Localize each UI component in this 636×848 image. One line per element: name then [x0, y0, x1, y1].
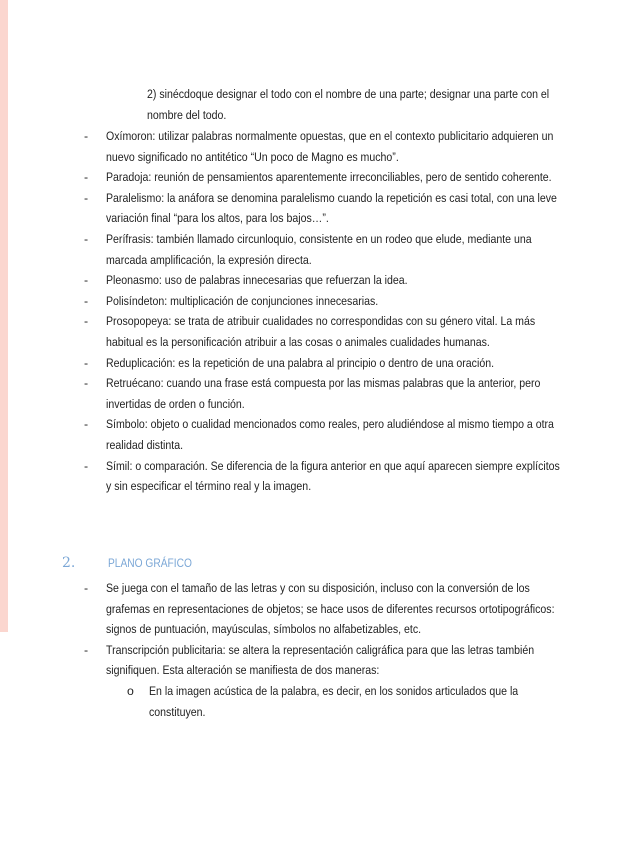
sub-item-synecdoche: 2) sinécdoque designar el todo con el nombre de una parte; designar una parte con el nombre del todo. — [147, 87, 550, 122]
section-number: 2. — [62, 555, 76, 571]
list-item: - Pleonasmo: uso de palabras innecesarias que refuerzan la idea. — [84, 273, 408, 288]
list-item: - Perífrasis: también llamado circunloquio, consistente en un rodeo que elude, mediante una marcada amplificación, la expresión directa. — [84, 231, 532, 267]
list-item: - Oxímoron: utilizar palabras normalmente opuestas, que en el contexto publicitario adquieren un nuevo significado no antitético “Un poco de Magno es mucho”. — [84, 129, 554, 164]
list-item: - Símbolo: objeto o cualidad mencionados como reales, pero aludiéndose al mismo tiempo a otra realidad distinta. — [84, 417, 554, 452]
list-item: - Polisíndeton: multiplicación de conjunciones innecesarias. — [84, 293, 379, 308]
list-item: - Transcripción publicitaria: se altera la representación caligráfica para que las letras también signifiquen. Esta alteración se manifiesta de dos maneras: — [84, 642, 535, 678]
section-heading — [62, 555, 192, 571]
figures-list — [0, 126, 636, 497]
section-title: PLANO GRÁFICO — [108, 556, 192, 570]
list-item: - Reduplicación: es la repetición de una palabra al principio o dentro de una oración. — [84, 355, 495, 370]
circle-bullet: o — [127, 683, 134, 698]
document-body — [0, 84, 636, 497]
list-item: - Paradoja: reunión de pensamientos aparentemente irreconciliables, pero de sentido coherente. — [84, 170, 552, 185]
sub-bullet-item: o En la imagen acústica de la palabra, es decir, en los sonidos articulados que la constituyen. — [0, 681, 636, 722]
list-item: - Símil: o comparación. Se diferencia de la figura anterior en que aquí aparecen siempre explícitos y sin especificar el término real y la imagen. — [84, 458, 560, 494]
list-item: - Se juega con el tamaño de las letras y con su disposición, incluso con la conversión de los grafemas en representaciones de objetos; se hace usos de diferentes recursos ortotipográficos: signos de puntuación, mayúsculas, símbolos no alfabetizables, etc. — [84, 581, 555, 637]
list-item: - Paralelismo: la anáfora se denomina paralelismo cuando la repetición es casi total, con una leve variación final “para los altos, para los bajos…”. — [84, 190, 557, 226]
list-item: - Retruécano: cuando una frase está compuesta por las mismas palabras que la anterior, pero invertidas de orden o función. — [84, 376, 541, 411]
list-item: - Prosopopeya: se trata de atribuir cualidades no correspondidas con su género vital. La más habitual es la personificación atribuir a las cosas o animales cualidades humanas. — [84, 314, 536, 349]
section-body — [0, 578, 636, 722]
section-list — [0, 578, 636, 681]
